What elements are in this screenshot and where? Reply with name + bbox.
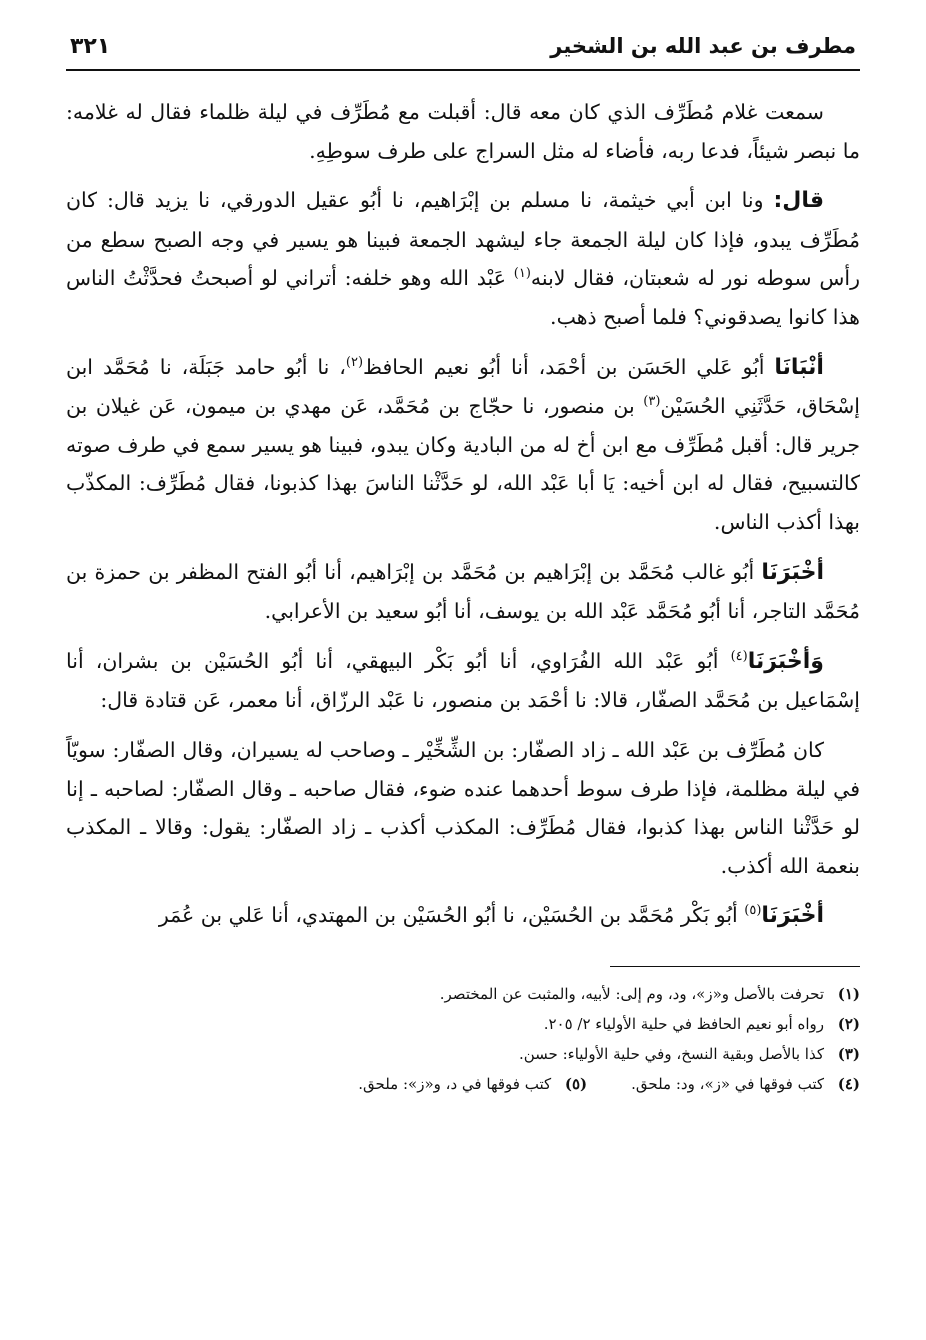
paragraph-4 bbox=[66, 553, 860, 631]
paragraph-text: عَبْد الله وهو خلفه: أتراني لو أصبحتُ فحدَّثْتُ الناس هذا كانوا يصدقوني؟ فلما أصبح ذهب. bbox=[66, 266, 860, 329]
footnote-number: (٢) bbox=[837, 1014, 860, 1033]
paragraph-text: ونا ابن أبي خيثمة، نا مسلم بن إبْرَاهيم، نا أبُو عقيل الدورقي، نا يزيد قال: كان مُطَرِّف يبدو، فإذا كان ليلة الجمعة جاء ليشهد الجمعة فبينا هو يسير في وجه الصبح سطع من رأس سوطه نور له شعبتان، فقال لابنه bbox=[66, 188, 860, 291]
paragraph-7 bbox=[66, 896, 860, 936]
footnote-marker[interactable]: (٣) bbox=[643, 394, 661, 410]
paragraph-text: سمعت غلام مُطَرِّف الذي كان معه قال: أقبلت مع مُطَرِّف في ليلة ظلماء فقال له غلامه: ما نبصر شيئاً، فدعا ربه، فأضاء له مثل السراج على طرف سوطِهِ. bbox=[66, 100, 860, 163]
footnote-marker[interactable]: (١) bbox=[513, 266, 531, 282]
footnote-row bbox=[66, 1069, 860, 1099]
paragraph-text: ، نا أبُو حامد جَبَلَة، نا مُحَمَّد ابن إسْحَاق، حَدَّثَنِي الحُسَيْن bbox=[66, 354, 860, 419]
paragraph-text: أبُو عَبْد الله الفُرَاوي، أنا أبُو بَكْر البيهقي، أنا أبُو الحُسَيْن بن بشران، أنا إسْمَاعيل بن مُحَمَّد الصفّار، قالا: نا أحْمَد بن منصور، نا عَبْد الرزّاق، أنا معمر، عَن قتادة قال: bbox=[66, 648, 860, 713]
book-page bbox=[66, 34, 860, 1099]
footnote-text: رواه أبو نعيم الحافظ في حلية الأولياء ٢/ ٢٠٥. bbox=[543, 1014, 824, 1033]
paragraph-text: كان مُطَرِّف بن عَبْد الله ـ زاد الصفّار: بن الشِّخِّيْر ـ وصاحب له يسيران، وقال الصفّار: سويّاً في ليلة مظلمة، فإذا طرف سوط أحدهما عنده ضوء، فقال صاحبه ـ وقال الصفّار: لصاحبه ـ إنا لو حَدَّثْنا الناس بهذا كذبوا، فقال مُطَرِّف: المكذب أكذب ـ زاد الصفّار: يقول: وقالا ـ المكذب بنعمة الله أكذب. bbox=[66, 737, 860, 878]
footnote-marker[interactable]: (٢) bbox=[345, 354, 364, 370]
footnote-marker[interactable]: (٥) bbox=[744, 903, 762, 919]
chapter-title: مطرف بن عبد الله بن الشخير bbox=[550, 34, 856, 58]
footnote-separator bbox=[610, 966, 860, 967]
paragraph-2 bbox=[66, 181, 860, 336]
footnote-text: كتب فوقها في «ز»، ود: ملحق. bbox=[631, 1074, 824, 1093]
narration-keyword: أخْبَرَنَا bbox=[761, 559, 824, 585]
footnote-marker[interactable]: (٤) bbox=[730, 648, 748, 664]
footnote-number: (٣) bbox=[837, 1044, 860, 1063]
paragraph-1 bbox=[66, 93, 860, 170]
paragraph-text: أبُو عَلي الحَسَن بن أحْمَد، أنا أبُو نعيم الحافظ bbox=[363, 354, 765, 379]
footnote-2 bbox=[66, 1009, 860, 1039]
paragraph-text: بن منصور، نا حجّاج بن مُحَمَّد، عَن مهدي بن ميمون، عَن غيلان بن جرير قال: أقبل مُطَرِّف مع ابن أخ له من البادية وكان يبدو، فبينا هو يسير سمع في طرف صوته كالتسبيح، فقال له ابن أخيه: يَا أبا عَبْد الله، لو حَدَّثْنا الناسَ بهذا كذبونا، فقال مُطَرِّف: المكذّب بهذا أكذب الناس. bbox=[66, 394, 860, 534]
narration-keyword: وَأخْبَرَنَا bbox=[747, 648, 824, 674]
footnotes bbox=[66, 979, 860, 1099]
footnote-text: كتب فوقها في د، و«ز»: ملحق. bbox=[358, 1074, 552, 1093]
paragraph-5 bbox=[66, 642, 860, 720]
footnote-3 bbox=[66, 1039, 860, 1069]
footnote-number: (٥) bbox=[564, 1074, 588, 1093]
page-number: ٣٢١ bbox=[70, 34, 111, 59]
narration-keyword: أنْبَانَا bbox=[774, 354, 824, 380]
main-text bbox=[66, 93, 860, 936]
paragraph-6 bbox=[66, 731, 860, 885]
footnote-number: (٤) bbox=[837, 1074, 860, 1093]
paragraph-3 bbox=[66, 348, 860, 542]
footnote-number: (١) bbox=[837, 984, 860, 1003]
footnote-text: كذا بالأصل وبقية النسخ، وفي حلية الأولياء: حسن. bbox=[518, 1044, 824, 1063]
paragraph-text: أبُو غالب مُحَمَّد بن إبْرَاهيم بن مُحَمَّد بن إبْرَاهيم، أنا أبُو الفتح المظفر بن حمزة بن مُحَمَّد التاجر، أنا أبُو مُحَمَّد عَبْد الله بن يوسف، أنا أبُو سعيد بن الأعرابي. bbox=[66, 559, 860, 624]
paragraph-text: أبُو بَكْر مُحَمَّد بن الحُسَيْن، نا أبُو الحُسَيْن بن المهتدي، أنا عَلي بن عُمَر bbox=[158, 903, 738, 928]
footnote-text: تحرفت بالأصل و«ز»، ود، وم إلى: لأبيه، والمثبت عن المختصر. bbox=[439, 984, 824, 1003]
footnote-1 bbox=[66, 979, 860, 1009]
narration-keyword: أخْبَرَنَا bbox=[761, 903, 824, 929]
narration-keyword: قال: bbox=[773, 188, 824, 214]
footnote-5 bbox=[358, 1069, 587, 1099]
running-header bbox=[66, 34, 860, 71]
footnote-4 bbox=[631, 1069, 860, 1099]
